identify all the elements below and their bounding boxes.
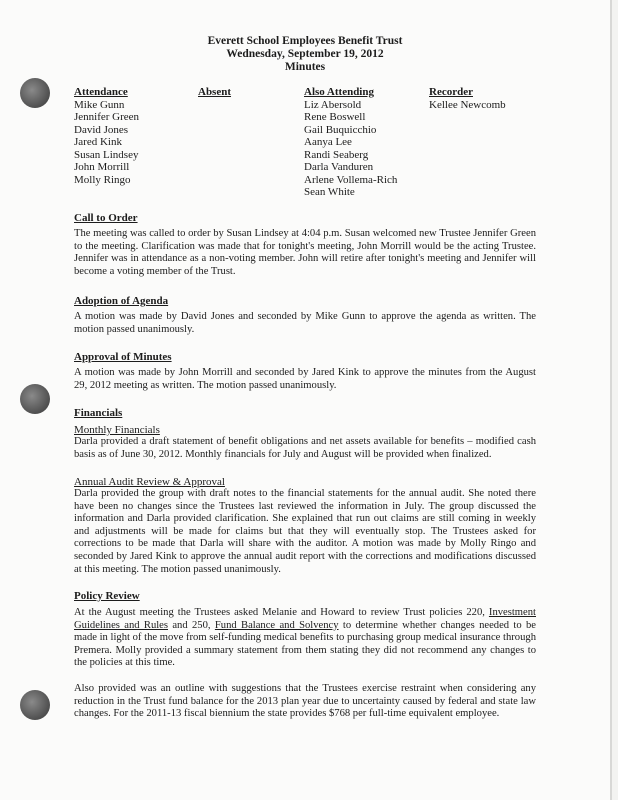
absent-heading: Absent bbox=[198, 86, 232, 98]
annual-audit-heading: Annual Audit Review & Approval bbox=[74, 476, 225, 488]
document-title: Everett School Employees Benefit Trust bbox=[207, 35, 403, 47]
approval-of-minutes-heading: Approval of Minutes bbox=[74, 351, 172, 363]
policy-review-paragraph-2: Also provided was an outline with suggestions that the Trustees exercise restraint when considering any reduction in the Trust fund balance for the 2013 plan year due to uncertainty caused by federal and state law changes. For the 2011-13 fiscal biennium the state provides $768 per full-time equivalent employee. bbox=[74, 683, 536, 720]
fund-balance-policy-title: Fund Balance and Solvency bbox=[214, 619, 339, 631]
guest-name: Sean White bbox=[304, 186, 355, 198]
call-to-order-text: The meeting was called to order by Susan Lindsey at 4:04 p.m. Susan welcomed new Trustee Jennifer Green to the meeting. Clarification was made that for tonight's meeting, John Morrill would be the acting Trustee. Jennifer was in attendance as a non-voting member. John will retire after tonight's meeting and Jennifer will become a voting member of the Trust. bbox=[74, 228, 536, 277]
attendee-name: Jared Kink bbox=[74, 136, 122, 148]
recorder-name: Kellee Newcomb bbox=[429, 98, 506, 111]
document-type: Minutes bbox=[284, 61, 326, 73]
monthly-financials-text: Darla provided a draft statement of benefit obligations and net assets available for benefits – modified cash basis as of June 30, 2012. Monthly financials for July and August will be provided when finalized. bbox=[74, 436, 536, 460]
attendee-name: Mike Gunn bbox=[74, 98, 125, 111]
call-to-order-heading: Call to Order bbox=[74, 212, 138, 224]
recorder-heading: Recorder bbox=[429, 86, 473, 98]
policy-review-heading: Policy Review bbox=[74, 590, 140, 602]
guest-name: Darla Vanduren bbox=[304, 161, 374, 173]
attendance-heading: Attendance bbox=[74, 86, 128, 98]
attendee-name: Jennifer Green bbox=[74, 111, 140, 123]
guest-name: Aanya Lee bbox=[304, 136, 352, 148]
binder-hole-bottom bbox=[20, 690, 50, 720]
binder-hole-top bbox=[20, 78, 50, 108]
binder-hole-middle bbox=[20, 384, 50, 414]
policy-review-paragraph-1 bbox=[74, 607, 536, 670]
policy-review-text: and 250, bbox=[168, 619, 215, 631]
monthly-financials-heading: Monthly Financials bbox=[74, 424, 160, 436]
adoption-of-agenda-heading: Adoption of Agenda bbox=[74, 295, 169, 307]
attendee-name: Molly Ringo bbox=[74, 173, 131, 186]
policy-review-text: At the August meeting the Trustees asked Melanie and Howard to review Trust policies 220, bbox=[74, 607, 489, 618]
also-attending-column bbox=[304, 86, 397, 199]
guest-name: Gail Buquicchio bbox=[304, 123, 377, 136]
policy-review-text: to determine whether changes needed to be made in light of the move from self-funding medical benefits to purchasing group medical insurance through Premera. Molly provided a summary statement from them stating they did not recommend any changes to the policies at this time. bbox=[74, 619, 537, 669]
absent-column bbox=[198, 86, 231, 99]
financials-heading: Financials bbox=[74, 407, 123, 419]
also-attending-heading: Also Attending bbox=[304, 86, 374, 98]
annual-audit-text: Darla provided the group with draft notes to the financial statements for the annual audit. She noted there have been no changes since the Trustees last reviewed the information in July. The group discussed the information and Darla provided clarification. She explained that run out claims are still coming in weekly and adjustments will be made for claims but that they will eventually stop. The Trustees asked for corrections to be made that Darla will share with the auditor. A motion was made by Molly Ringo and seconded by Jared Kink to approve the annual audit report with the corrections and modifications discussed at this meeting. The motion passed unanimously. bbox=[74, 488, 536, 575]
guest-name: Randi Seaberg bbox=[304, 148, 369, 161]
investment-policy-title: Investment Guidelines and Rules bbox=[74, 607, 536, 631]
guest-name: Rene Boswell bbox=[304, 111, 366, 123]
guest-name: Liz Abersold bbox=[304, 98, 362, 111]
meeting-date: Wednesday, September 19, 2012 bbox=[226, 48, 384, 60]
attendee-name: Susan Lindsey bbox=[74, 148, 139, 161]
attendee-name: David Jones bbox=[74, 123, 129, 136]
attendee-name: John Morrill bbox=[74, 161, 130, 173]
approval-of-minutes-text: A motion was made by John Morrill and seconded by Jared Kink to approve the minutes from the August 29, 2012 meeting as written. The motion passed unanimously. bbox=[74, 367, 536, 391]
adoption-of-agenda-text: A motion was made by David Jones and seconded by Mike Gunn to approve the agenda as written. The motion passed unanimously. bbox=[74, 311, 536, 335]
recorder-column bbox=[429, 86, 506, 111]
attendance-column bbox=[74, 86, 139, 186]
guest-name: Arlene Vollema-Rich bbox=[304, 173, 398, 186]
